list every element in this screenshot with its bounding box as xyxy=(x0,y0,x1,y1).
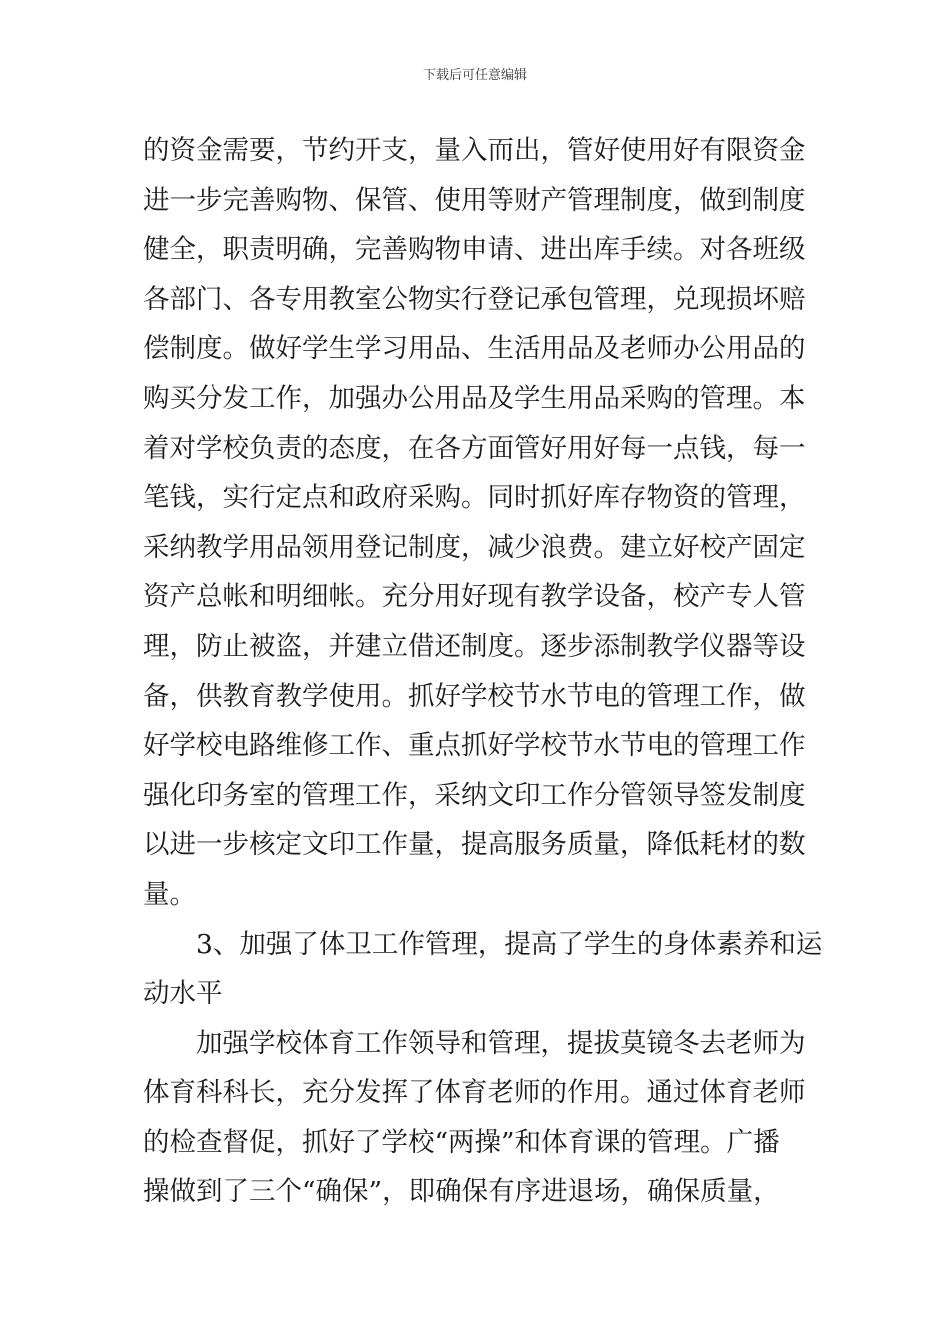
text-line: 以进一步核定文印工作量，提高服务质量，降低耗材的数 xyxy=(143,829,806,861)
section-heading-continued: 动水平 xyxy=(143,978,223,1010)
page-header: 下载后可任意编辑 xyxy=(422,68,527,83)
text-line: 体育科科长，充分发挥了体育老师的作用。通过体育老师 xyxy=(143,1077,806,1109)
text-line: 偿制度。做好学生学习用品、生活用品及老师办公用品的 xyxy=(143,333,806,365)
paragraph-start: 加强学校体育工作领导和管理，提拔莫镜冬去老师为 xyxy=(196,1027,806,1059)
text-line: 笔钱，实行定点和政府采购。同时抓好库存物资的管理， xyxy=(143,482,806,514)
text-line: 理，防止被盗，并建立借还制度。逐步添制教学仪器等设 xyxy=(143,630,806,662)
text-line: 资产总帐和明细帐。充分用好现有教学设备，校产专人管 xyxy=(143,581,806,613)
document-body xyxy=(143,126,823,1217)
text-line: 强化印务室的管理工作，采纳文印工作分管领导签发制度 xyxy=(143,779,806,811)
text-line: 购买分发工作，加强办公用品及学生用品采购的管理。本 xyxy=(143,382,806,414)
text-line: 各部门、各专用教室公物实行登记承包管理，兑现损坏赔 xyxy=(143,283,806,315)
section-heading: 3、加强了体卫工作管理，提高了学生的身体素养和运 xyxy=(196,928,823,960)
text-line: 备，供教育教学使用。抓好学校节水节电的管理工作，做 xyxy=(143,680,806,712)
text-line: 好学校电路维修工作、重点抓好学校节水节电的管理工作 xyxy=(143,730,806,762)
text-line: 的资金需要，节约开支，量入而出，管好使用好有限资金 xyxy=(143,135,806,166)
text-line: 健全，职责明确，完善购物申请、进出库手续。对各班级 xyxy=(143,234,806,266)
text-line: 量。 xyxy=(143,878,196,910)
text-line: 采纳教学用品领用登记制度，减少浪费。建立好校产固定 xyxy=(143,531,806,563)
text-line: 操做到了三个“确保”，即确保有序进退场，确保质量， xyxy=(143,1176,780,1208)
text-line: 的检查督促，抓好了学校“两操”和体育课的管理。广播 xyxy=(143,1126,780,1158)
text-line: 着对学校负责的态度，在各方面管好用好每一点钱，每一 xyxy=(143,432,806,464)
text-line: 进一步完善购物、保管、使用等财产管理制度，做到制度 xyxy=(143,184,806,216)
